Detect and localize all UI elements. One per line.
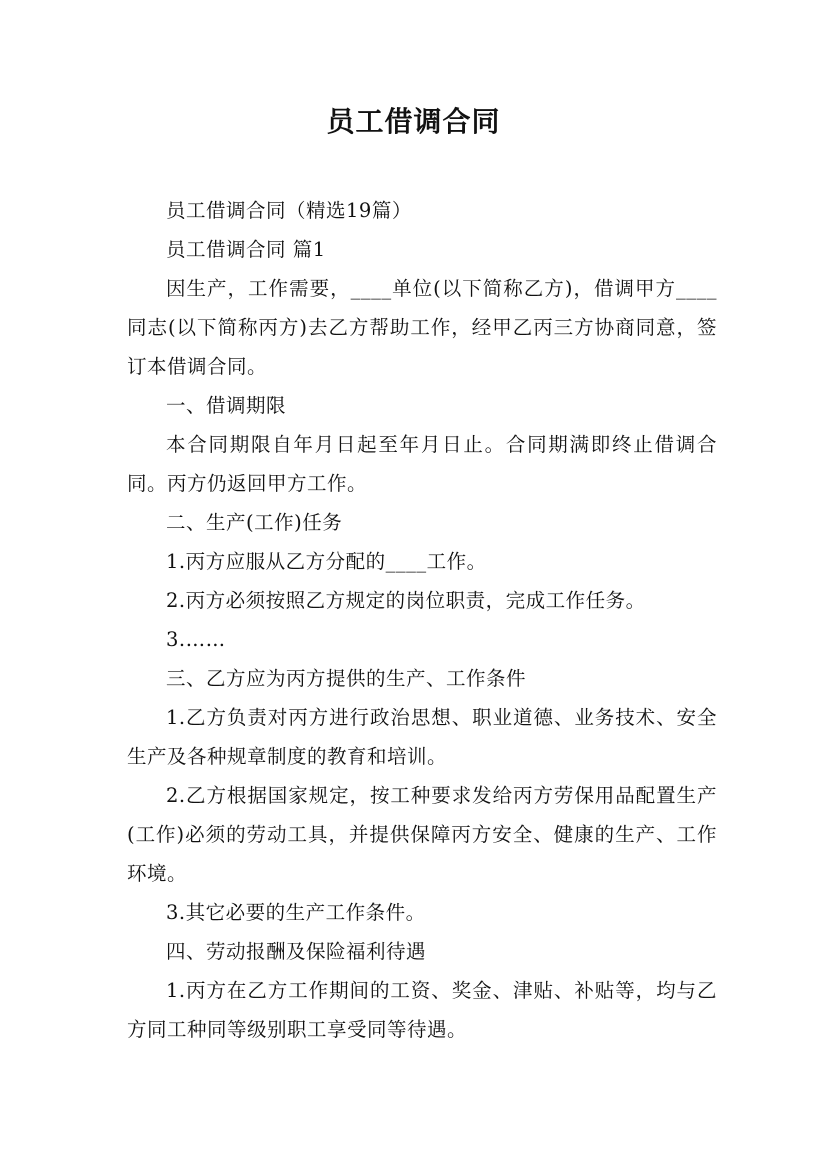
list-item-condition-3: 3.其它必要的生产工作条件。 [166,901,426,924]
list-item-task-2: 2.丙方必须按照乙方规定的岗位职责，完成工作任务。 [166,589,646,612]
list-item-task-3: 3.…… [166,628,226,651]
list-item-task-1: 1.丙方应服从乙方分配的____工作。 [166,550,487,573]
list-item-condition-1: 1.乙方负责对丙方进行政治思想、职业道德、业务技术、安全生产及各种规章制度的教育和培训。 [127,706,717,768]
paragraph-article-heading: 员工借调合同 篇1 [166,238,326,261]
section-heading-compensation: 四、劳动报酬及保险福利待遇 [166,940,427,963]
paragraph-intro: 因生产，工作需要，____单位(以下简称乙方)，借调甲方____同志(以下简称丙方)去乙方帮助工作，经甲乙丙三方协商同意，签订本借调合同。 [127,277,717,378]
section-heading-term: 一、借调期限 [166,394,287,417]
list-item-condition-2: 2.乙方根据国家规定，按工种要求发给丙方劳保用品配置生产(工作)必须的劳动工具，并提供保障丙方安全、健康的生产、工作环境。 [127,784,717,885]
section-heading-conditions: 三、乙方应为丙方提供的生产、工作条件 [166,667,527,690]
section-heading-tasks: 二、生产(工作)任务 [166,511,343,534]
document-body [127,191,717,1049]
paragraph-collection-title: 员工借调合同（精选19篇） [166,199,412,222]
list-item-compensation-1: 1.丙方在乙方工作期间的工资、奖金、津贴、补贴等，均与乙方同工种同等级别职工享受同等待遇。 [127,979,717,1041]
document-title: 员工借调合同 [326,105,501,138]
paragraph-term: 本合同期限自年月日起至年月日止。合同期满即终止借调合同。丙方仍返回甲方工作。 [127,433,717,495]
